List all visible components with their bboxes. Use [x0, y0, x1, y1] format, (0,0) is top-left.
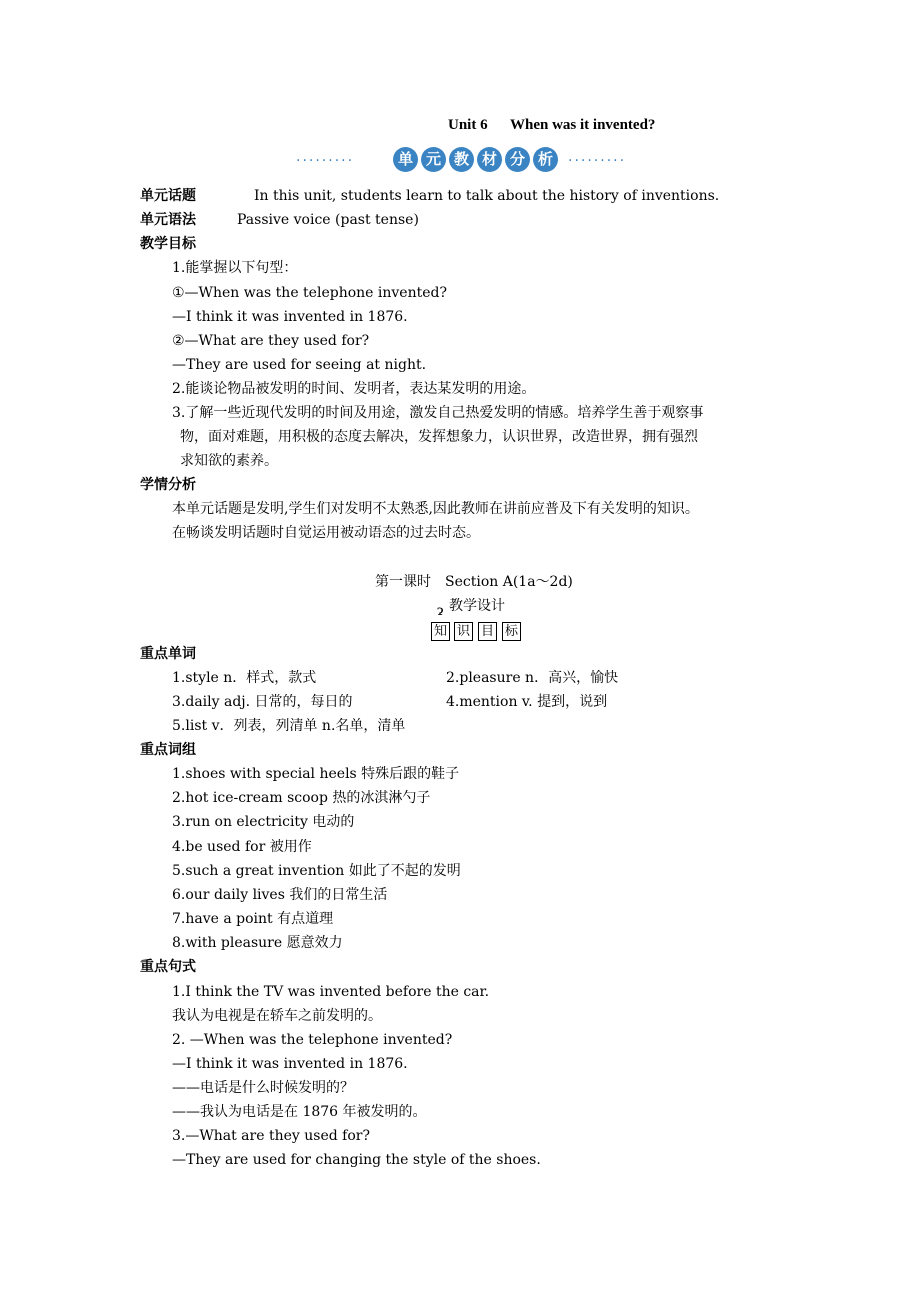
- grammar-text: Passive voice (past tense): [237, 212, 419, 228]
- vocab-item: 1.style n．样式，款式: [172, 670, 317, 686]
- banner-char: 单: [393, 147, 418, 172]
- sentence-item: 1.I think the TV was invented before the car.: [172, 984, 490, 1000]
- knowledge-box: 标: [502, 622, 521, 641]
- banner-char: 材: [477, 147, 502, 172]
- banner-char: 析: [533, 147, 558, 172]
- phrase-item: 3.run on electricity 电动的: [172, 814, 355, 830]
- lesson-title: 第一课时 Section A(1a～2d): [375, 574, 573, 590]
- phrase-item: 1.shoes with special heels 特殊后跟的鞋子: [172, 766, 460, 782]
- sentence-item: —I think it was invented in 1876.: [172, 1056, 408, 1072]
- section-banner: [296, 146, 658, 174]
- topic-text: In this unit, students learn to talk about the history of inventions.: [254, 188, 720, 204]
- goal-line: 3.了解一些近现代发明的时间及用途，激发自己热爱发明的情感。培养学生善于观察事: [172, 405, 704, 421]
- banner-char: 元: [421, 147, 446, 172]
- sentence-item: ——我认为电话是在 1876 年被发明的。: [172, 1104, 427, 1120]
- hook-mark-icon: ɂ: [437, 603, 444, 619]
- vocab-item: 5.list v．列表，列清单 n.名单，清单: [172, 718, 406, 734]
- knowledge-box: 目: [478, 622, 497, 641]
- vocab-item: 3.daily adj. 日常的，每日的: [172, 694, 353, 710]
- phrase-item: 6.our daily lives 我们的日常生活: [172, 887, 388, 903]
- goal-line: 1.能掌握以下句型：: [172, 260, 298, 276]
- unit-number: Unit 6: [448, 117, 488, 133]
- sentence-item: —They are used for changing the style of the shoes.: [172, 1152, 541, 1168]
- analysis-label: 学情分析: [140, 477, 196, 493]
- phrase-item: 5.such a great invention 如此了不起的发明: [172, 863, 461, 879]
- phrase-item: 2.hot ice-cream scoop 热的冰淇淋勺子: [172, 790, 431, 806]
- goal-line: —I think it was invented in 1876.: [172, 309, 408, 325]
- vocab-item: 4.mention v. 提到，说到: [446, 694, 608, 710]
- phrase-item: 8.with pleasure 愿意效力: [172, 935, 343, 951]
- banner-dots-right: ·········: [568, 153, 627, 169]
- grammar-label: 单元语法: [140, 212, 196, 228]
- analysis-line: 本单元话题是发明,学生们对发明不太熟悉,因此教师在讲前应普及下有关发明的知识。: [172, 501, 699, 517]
- knowledge-box: 知: [431, 622, 450, 641]
- analysis-line: 在畅谈发明话题时自觉运用被动语态的过去时态。: [172, 525, 480, 541]
- goal-line: —They are used for seeing at night.: [172, 357, 427, 373]
- phrase-item: 4.be used for 被用作: [172, 839, 312, 855]
- knowledge-box: 识: [454, 622, 473, 641]
- phrases-label: 重点词组: [140, 742, 196, 758]
- vocab-label: 重点单词: [140, 646, 196, 662]
- goal-line: ②—What are they used for?: [172, 333, 370, 349]
- sentences-label: 重点句式: [140, 959, 196, 975]
- design-label: 教学设计: [449, 598, 505, 614]
- sentence-item: 我认为电视是在轿车之前发明的。: [172, 1008, 382, 1024]
- goal-line: ①—When was the telephone invented?: [172, 285, 447, 301]
- phrase-item: 7.have a point 有点道理: [172, 911, 334, 927]
- goal-line: 2.能谈论物品被发明的时间、发明者，表达某发明的用途。: [172, 381, 536, 397]
- banner-char: 教: [449, 147, 474, 172]
- vocab-item: 2.pleasure n．高兴，愉快: [446, 670, 619, 686]
- sentence-item: 2. —When was the telephone invented?: [172, 1032, 453, 1048]
- goal-line: 物，面对难题，用积极的态度去解决，发挥想象力，认识世界，改造世界，拥有强烈: [180, 429, 698, 445]
- sentence-item: ——电话是什么时候发明的？: [172, 1080, 354, 1096]
- goals-label: 教学目标: [140, 236, 196, 252]
- banner-char: 分: [505, 147, 530, 172]
- banner-dots-left: ·········: [296, 153, 355, 169]
- unit-title: When was it invented?: [510, 117, 656, 133]
- sentence-item: 3.—What are they used for?: [172, 1128, 370, 1144]
- topic-label: 单元话题: [140, 188, 196, 204]
- goal-line: 求知欲的素养。: [180, 453, 278, 469]
